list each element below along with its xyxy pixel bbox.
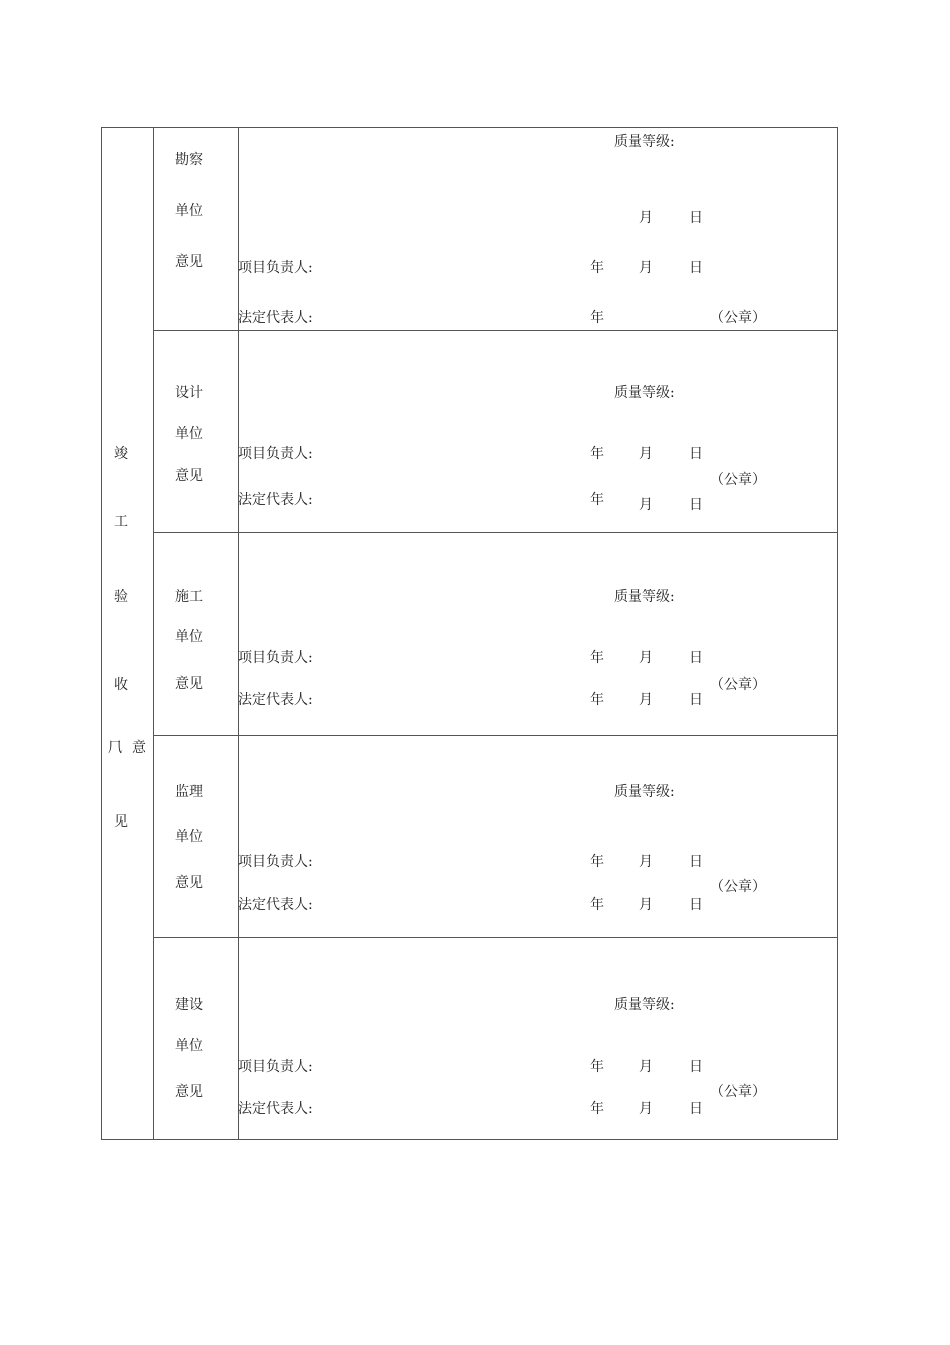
- date-month: 月: [639, 497, 653, 513]
- date-day: 日: [689, 210, 703, 226]
- unit-name: 施工: [175, 589, 203, 605]
- date-month: 月: [639, 260, 653, 276]
- quality-grade-label: 质量等级:: [614, 134, 675, 150]
- quality-grade-label: 质量等级:: [614, 784, 675, 800]
- seal-label: （公章）: [710, 310, 766, 326]
- legal-rep-label: 法定代表人:: [238, 1101, 313, 1117]
- unit-label: 单位: [175, 426, 203, 442]
- main-label-char: 验: [114, 589, 128, 605]
- unit-label: 单位: [175, 203, 203, 219]
- date-year: 年: [590, 854, 604, 870]
- date-day: 日: [689, 1059, 703, 1075]
- quality-grade-label: 质量等级:: [614, 385, 675, 401]
- unit-name: 设计: [175, 385, 203, 401]
- row-divider-3: [153, 735, 837, 736]
- date-year: 年: [590, 310, 604, 326]
- date-month: 月: [639, 692, 653, 708]
- date-month: 月: [639, 854, 653, 870]
- date-month: 月: [639, 446, 653, 462]
- column-divider-2: [238, 128, 239, 1139]
- date-day: 日: [689, 1101, 703, 1117]
- main-label-char: 见: [114, 814, 128, 830]
- date-day: 日: [689, 897, 703, 913]
- seal-label: （公章）: [710, 1084, 766, 1100]
- acceptance-opinion-table: [101, 127, 838, 1140]
- date-year: 年: [590, 446, 604, 462]
- main-label-char: 意: [132, 740, 146, 756]
- date-month: 月: [639, 897, 653, 913]
- project-leader-label: 项目负责人:: [238, 854, 313, 870]
- date-month: 月: [639, 1101, 653, 1117]
- date-year: 年: [590, 1059, 604, 1075]
- unit-name: 监理: [175, 784, 203, 800]
- opinion-label: 意见: [175, 254, 203, 270]
- legal-rep-label: 法定代表人:: [238, 897, 313, 913]
- quality-grade-label: 质量等级:: [614, 997, 675, 1013]
- column-divider-1: [153, 128, 154, 1139]
- row-divider-4: [153, 937, 837, 938]
- seal-label: （公章）: [710, 879, 766, 895]
- date-year: 年: [590, 1101, 604, 1117]
- date-day: 日: [689, 446, 703, 462]
- unit-name: 勘察: [175, 152, 203, 168]
- row-divider-1: [153, 330, 837, 331]
- date-year: 年: [590, 492, 604, 508]
- date-month: 月: [639, 210, 653, 226]
- date-month: 月: [639, 1059, 653, 1075]
- date-day: 日: [689, 650, 703, 666]
- date-year: 年: [590, 650, 604, 666]
- main-label-char: 工: [114, 514, 128, 530]
- date-year: 年: [590, 692, 604, 708]
- opinion-label: 意见: [175, 1084, 203, 1100]
- project-leader-label: 项目负责人:: [238, 650, 313, 666]
- unit-name: 建设: [175, 997, 203, 1013]
- quality-grade-label: 质量等级:: [614, 589, 675, 605]
- date-day: 日: [689, 854, 703, 870]
- date-day: 日: [689, 260, 703, 276]
- unit-label: 单位: [175, 829, 203, 845]
- unit-label: 单位: [175, 629, 203, 645]
- row-divider-2: [153, 532, 837, 533]
- main-label-char: ⺇: [108, 740, 122, 756]
- legal-rep-label: 法定代表人:: [238, 492, 313, 508]
- opinion-label: 意见: [175, 468, 203, 484]
- project-leader-label: 项目负责人:: [238, 260, 313, 276]
- unit-label: 单位: [175, 1038, 203, 1054]
- seal-label: （公章）: [710, 472, 766, 488]
- main-label-char: 收: [114, 677, 128, 693]
- project-leader-label: 项目负责人:: [238, 446, 313, 462]
- legal-rep-label: 法定代表人:: [238, 310, 313, 326]
- main-label-char: 竣: [114, 446, 128, 462]
- legal-rep-label: 法定代表人:: [238, 692, 313, 708]
- opinion-label: 意见: [175, 676, 203, 692]
- date-year: 年: [590, 260, 604, 276]
- date-day: 日: [689, 692, 703, 708]
- date-year: 年: [590, 897, 604, 913]
- date-day: 日: [689, 497, 703, 513]
- seal-label: （公章）: [710, 677, 766, 693]
- date-month: 月: [639, 650, 653, 666]
- opinion-label: 意见: [175, 875, 203, 891]
- project-leader-label: 项目负责人:: [238, 1059, 313, 1075]
